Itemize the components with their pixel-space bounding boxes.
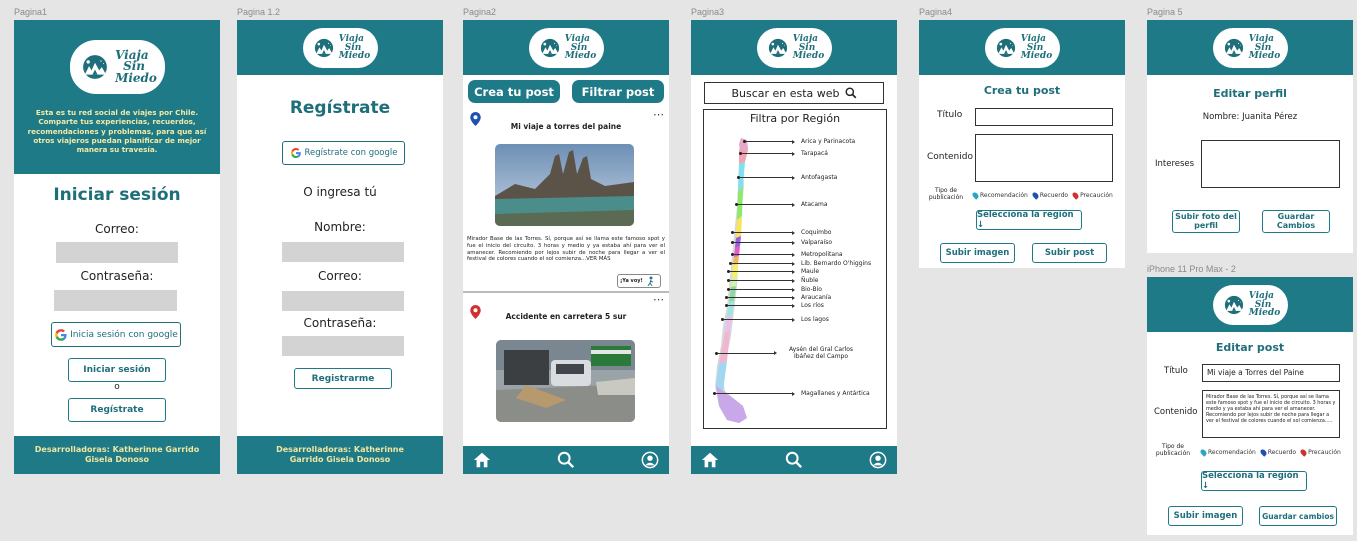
type-option-label: Precaución (1080, 192, 1113, 199)
region-label: Valparaíso (801, 239, 833, 246)
email-field[interactable] (282, 291, 404, 311)
content-label: Contenido (1154, 407, 1198, 417)
page-title: Regístrate (289, 98, 391, 118)
region-arrow-line (728, 297, 792, 298)
region-arrow-line (734, 242, 792, 243)
login-button[interactable] (68, 358, 166, 382)
search-icon (845, 87, 857, 99)
email-label: Correo: (95, 222, 139, 236)
frame-edit-profile (1147, 20, 1353, 253)
frame-feed (463, 20, 669, 474)
more-options-icon[interactable]: ⋯ (653, 293, 664, 306)
frame-create-post (919, 20, 1125, 268)
logo-mountain-icon (78, 53, 112, 81)
region-arrow-line (740, 177, 792, 178)
register-link-label: Regístrate (90, 405, 144, 415)
footer (14, 436, 220, 474)
google-register-button[interactable] (282, 141, 405, 165)
region-option[interactable] (713, 390, 870, 397)
region-label: Los ríos (801, 302, 824, 309)
page-title: Editar post (1215, 341, 1285, 354)
password-label: Contraseña: (80, 269, 154, 283)
post-body: Mirador Base de las Torres. Sí, porque así se llama este famoso spot y fue el inicio del circuito. 3 horas y medio y ya estaba ahí para ver el amanecer. Recomiendo por lejos subir de noche para llegar a ver el festival de colores cuando el sol comienza...VER MÁS (467, 236, 665, 263)
email-field[interactable] (56, 242, 178, 263)
type-option-label: Recomendación (980, 192, 1028, 199)
type-option-recomendacion[interactable] (1201, 449, 1256, 456)
region-arrow-line (716, 393, 792, 394)
region-select[interactable] (976, 210, 1082, 230)
post-photo-accident (496, 340, 635, 422)
region-label: Lib. Bernardo O'higgins (801, 260, 872, 267)
or-text: o (114, 382, 120, 392)
arrow-head-icon (792, 176, 795, 180)
app-logo (70, 40, 165, 94)
arrow-head-icon (792, 241, 795, 245)
site-search-bar[interactable] (704, 82, 884, 104)
google-icon (54, 328, 68, 342)
interests-label: Intereses (1155, 159, 1195, 169)
title-label: Título (1164, 366, 1188, 376)
arrow-head-icon (792, 140, 795, 144)
region-label: Tarapacá (801, 150, 828, 157)
arrow-head-icon (792, 231, 795, 235)
region-option[interactable] (725, 302, 824, 309)
arrow-head-icon (792, 262, 795, 266)
name-field[interactable] (282, 242, 404, 262)
frame-register (237, 20, 443, 474)
filter-post-label: Filtrar post (581, 84, 655, 99)
arrow-head-icon (792, 304, 795, 308)
type-option-recuerdo[interactable] (1261, 449, 1296, 456)
region-arrow-line (730, 289, 792, 290)
region-arrow-line (732, 263, 792, 264)
region-label: Maule (801, 268, 820, 275)
type-option-label: Precaución (1308, 449, 1341, 456)
upload-image-button[interactable] (940, 243, 1015, 263)
frame-edit-post (1147, 277, 1353, 535)
region-option[interactable] (731, 229, 831, 236)
content-input[interactable] (975, 134, 1113, 182)
filter-header (691, 20, 897, 75)
tagline: Esta es tu red social de viajes por Chile. Comparte tus experiencias, recuerdos, recomendaciones y problemas, para que así otros viajeros puedan planificar de mejor manera su travesía. (27, 108, 207, 155)
arrow-head-icon (792, 392, 795, 396)
post-title: Mi viaje a torres del paine (510, 122, 622, 131)
home-icon[interactable] (701, 451, 719, 469)
footer-text: Desarrolladoras: Katherinne Garrido Gisela Donoso (276, 444, 404, 464)
logo-word-2: Sin (798, 42, 816, 53)
logo-word-3: Miedo (792, 51, 825, 62)
logo-mountain-icon (993, 37, 1019, 59)
post-type-options (973, 192, 1113, 199)
google-register-label: Regístrate con google (304, 148, 398, 158)
region-arrow-line (746, 141, 792, 142)
hiker-icon (644, 276, 658, 286)
app-logo (1213, 28, 1288, 68)
post-type-options (1201, 449, 1341, 456)
region-label: Metropolitana (801, 251, 843, 258)
region-option[interactable] (739, 150, 828, 157)
logo-mountain-icon (311, 37, 337, 59)
region-option[interactable] (729, 260, 871, 267)
app-logo (757, 28, 832, 68)
region-option[interactable] (731, 239, 832, 246)
region-option[interactable] (725, 294, 831, 301)
google-login-button[interactable] (51, 322, 181, 347)
filter-post-button[interactable] (572, 80, 664, 103)
save-profile-button[interactable] (1262, 210, 1330, 233)
region-arrow-line (718, 353, 774, 354)
google-icon (290, 147, 302, 159)
logo-mountain-icon (1221, 37, 1247, 59)
search-icon[interactable] (785, 451, 803, 469)
create-header (919, 20, 1125, 75)
upload-image-label: Subir imagen (945, 248, 1010, 258)
app-logo (303, 28, 378, 68)
reaction-badge[interactable] (617, 274, 661, 288)
register-button[interactable] (294, 368, 392, 389)
region-arrow-line (724, 319, 792, 320)
pin-icon (1071, 191, 1079, 199)
home-icon[interactable] (473, 451, 491, 469)
region-label: Aysén del Gral Carlos Ibáñez del Campo (788, 346, 853, 361)
region-label: Arica y Parinacota (801, 138, 856, 145)
region-arrow-line (734, 254, 792, 255)
region-label: Antofagasta (801, 174, 838, 181)
logo-word-2: Sin (570, 42, 588, 53)
arrow-head-icon (792, 318, 795, 322)
reaction-label: ¡Ya voy! (620, 278, 643, 284)
create-post-label: Crea tu post (474, 84, 554, 99)
logo-word-1: Viaja (564, 34, 590, 45)
arrow-head-icon (792, 253, 795, 257)
filter-title: Filtra por Región (749, 112, 841, 125)
submit-post-button[interactable] (1032, 243, 1107, 263)
logo-word-1: Viaja (115, 47, 149, 62)
pin-icon (1031, 191, 1039, 199)
interests-input[interactable] (1201, 140, 1340, 188)
region-option[interactable] (721, 316, 829, 323)
submit-post-label: Subir post (1044, 248, 1095, 258)
footer (237, 436, 443, 474)
register-button-label: Registrarme (311, 373, 375, 384)
logo-mountain-icon (1221, 294, 1247, 316)
edit-post-header (1147, 277, 1353, 332)
arrow-head-icon (792, 152, 795, 156)
profile-icon[interactable] (641, 451, 659, 469)
region-label: Bio-Bío (801, 286, 822, 293)
frame-label-p1: Pagina1 (14, 7, 48, 17)
region-arrow-line (730, 271, 792, 272)
title-label: Título (937, 110, 963, 120)
region-option[interactable] (727, 268, 819, 275)
pin-icon (971, 191, 979, 199)
type-option-precaucion[interactable] (1073, 192, 1113, 199)
app-logo (529, 28, 604, 68)
login-button-label: Iniciar sesión (83, 365, 151, 375)
type-label: Tipo de publicación (1155, 443, 1191, 457)
type-option-label: Recomendación (1208, 449, 1256, 456)
region-select-label: Selecciona la región ↓ (977, 210, 1074, 230)
region-label: Ñuble (801, 277, 819, 284)
region-arrow-line (728, 305, 792, 306)
arrow-head-icon (792, 270, 795, 274)
upload-image-button[interactable] (1168, 506, 1243, 526)
post-title: Accidente en carretera 5 sur (505, 312, 627, 321)
type-option-recomendacion[interactable] (973, 192, 1028, 199)
region-label: Magallanes y Antártica (801, 390, 870, 397)
region-arrow-line (742, 153, 792, 154)
logo-mountain-icon (537, 37, 563, 59)
app-logo (985, 28, 1060, 68)
bottom-nav (691, 446, 897, 474)
content-label: Contenido (927, 152, 973, 162)
page-title: Iniciar sesión (53, 185, 181, 205)
profile-name: Nombre: Juanita Pérez (1202, 112, 1298, 122)
logo-word-2: Sin (1026, 42, 1044, 53)
logo-word-1: Viaja (1248, 291, 1274, 302)
logo-word-3: Miedo (564, 51, 597, 62)
profile-header (1147, 20, 1353, 75)
pin-icon (1199, 448, 1207, 456)
register-link-button[interactable] (68, 398, 166, 422)
upload-image-label: Subir imagen (1173, 511, 1238, 521)
google-login-label: Inicia sesión con google (70, 329, 178, 340)
save-post-button[interactable] (1259, 506, 1337, 526)
logo-word-1: Viaja (1020, 34, 1046, 45)
logo-word-3: Miedo (115, 70, 157, 85)
app-logo (1213, 285, 1288, 325)
logo-word-3: Miedo (1248, 51, 1281, 62)
bottom-nav (463, 446, 669, 474)
email-label: Correo: (318, 269, 362, 283)
type-option-recuerdo[interactable] (1033, 192, 1068, 199)
arrow-head-icon (774, 351, 777, 355)
password-field[interactable] (282, 336, 404, 356)
more-options-icon[interactable]: ⋯ (653, 108, 664, 121)
frame-login (14, 20, 220, 474)
register-header (237, 20, 443, 75)
frame-region-filter (691, 20, 897, 474)
title-input[interactable]: Mi viaje a Torres del Paine (1202, 364, 1340, 382)
password-field[interactable] (54, 290, 177, 311)
logo-word-1: Viaja (1248, 34, 1274, 45)
logo-word-3: Miedo (1248, 308, 1281, 319)
logo-word-2: Sin (1254, 42, 1272, 53)
or-text: O ingresa tú (303, 185, 377, 199)
region-option[interactable] (727, 277, 818, 284)
region-option[interactable] (743, 138, 855, 145)
region-label: Araucanía (801, 294, 832, 301)
frame-label-p12: Pagina 1.2 (237, 7, 281, 17)
frame-label-p3: Pagina3 (691, 7, 725, 17)
region-arrow-line (730, 280, 792, 281)
region-select-label: Selecciona la región ↓ (1202, 471, 1299, 491)
upload-photo-label: Subir foto del perfil (1175, 211, 1237, 230)
frame-label-p5: Pagina 5 (1147, 7, 1183, 17)
region-arrow-line (738, 204, 792, 205)
site-search-label: Buscar en esta web (731, 86, 840, 100)
logo-word-2: Sin (123, 59, 146, 74)
logo-mountain-icon (765, 37, 791, 59)
upload-profile-photo-button[interactable] (1172, 210, 1240, 233)
save-profile-label: Guardar Cambios (1276, 211, 1316, 230)
password-label: Contraseña: (303, 316, 377, 330)
pin-icon (1259, 448, 1267, 456)
post-card[interactable] (463, 293, 669, 448)
region-arrow-line (734, 232, 792, 233)
create-post-button[interactable] (468, 80, 560, 103)
type-option-label: Recuerdo (1039, 192, 1069, 199)
frame-label-p2: Pagina2 (463, 7, 497, 17)
region-option[interactable] (727, 286, 822, 293)
region-select[interactable] (1201, 471, 1307, 491)
footer-text: Desarrolladoras: Katherinne Garrido Gisela Donoso (34, 444, 200, 464)
logo-word-3: Miedo (1020, 51, 1053, 62)
region-option[interactable] (731, 251, 843, 258)
frame-label-p6: iPhone 11 Pro Max - 2 (1147, 264, 1236, 274)
login-header (14, 20, 220, 174)
arrow-head-icon (792, 279, 795, 283)
type-option-precaucion[interactable] (1301, 449, 1341, 456)
logo-word-1: Viaja (792, 34, 818, 45)
content-input[interactable]: Mirador Base de las Torres. Sí, porque así se llama este famoso spot y fue el inicio de circuito. 3 horas y medio y ya estaba ahí para ver el amanecer. Recomiendo por lejos subir de noche para llegar a ver el festival de colores cuando el sol comienza..... (1202, 390, 1340, 438)
region-option[interactable] (715, 346, 859, 360)
region-label: Coquimbo (801, 229, 832, 236)
type-option-label: Recuerdo (1267, 449, 1297, 456)
arrow-head-icon (792, 296, 795, 300)
profile-icon[interactable] (869, 451, 887, 469)
region-option[interactable] (737, 174, 837, 181)
logo-word-3: Miedo (338, 51, 371, 62)
pin-icon (1299, 448, 1307, 456)
region-option[interactable] (735, 201, 828, 208)
arrow-head-icon (792, 288, 795, 292)
logo-word-2: Sin (344, 42, 362, 53)
feed-header (463, 20, 669, 75)
region-label: Atacama (801, 201, 828, 208)
logo-word-1: Viaja (338, 34, 364, 45)
post-photo-mountains (495, 144, 634, 226)
save-post-label: Guardar cambios (1262, 511, 1334, 521)
type-label: Tipo de publicación (928, 187, 964, 201)
page-title: Crea tu post (983, 84, 1061, 97)
logo-word-2: Sin (1254, 299, 1272, 310)
title-input[interactable] (975, 108, 1113, 126)
region-label: Los lagos (801, 316, 829, 323)
arrow-head-icon (792, 203, 795, 207)
name-label: Nombre: (314, 220, 366, 234)
page-title: Editar perfil (1213, 87, 1287, 100)
frame-label-p4: Pagina4 (919, 7, 953, 17)
post-card[interactable] (463, 108, 669, 293)
search-icon[interactable] (557, 451, 575, 469)
